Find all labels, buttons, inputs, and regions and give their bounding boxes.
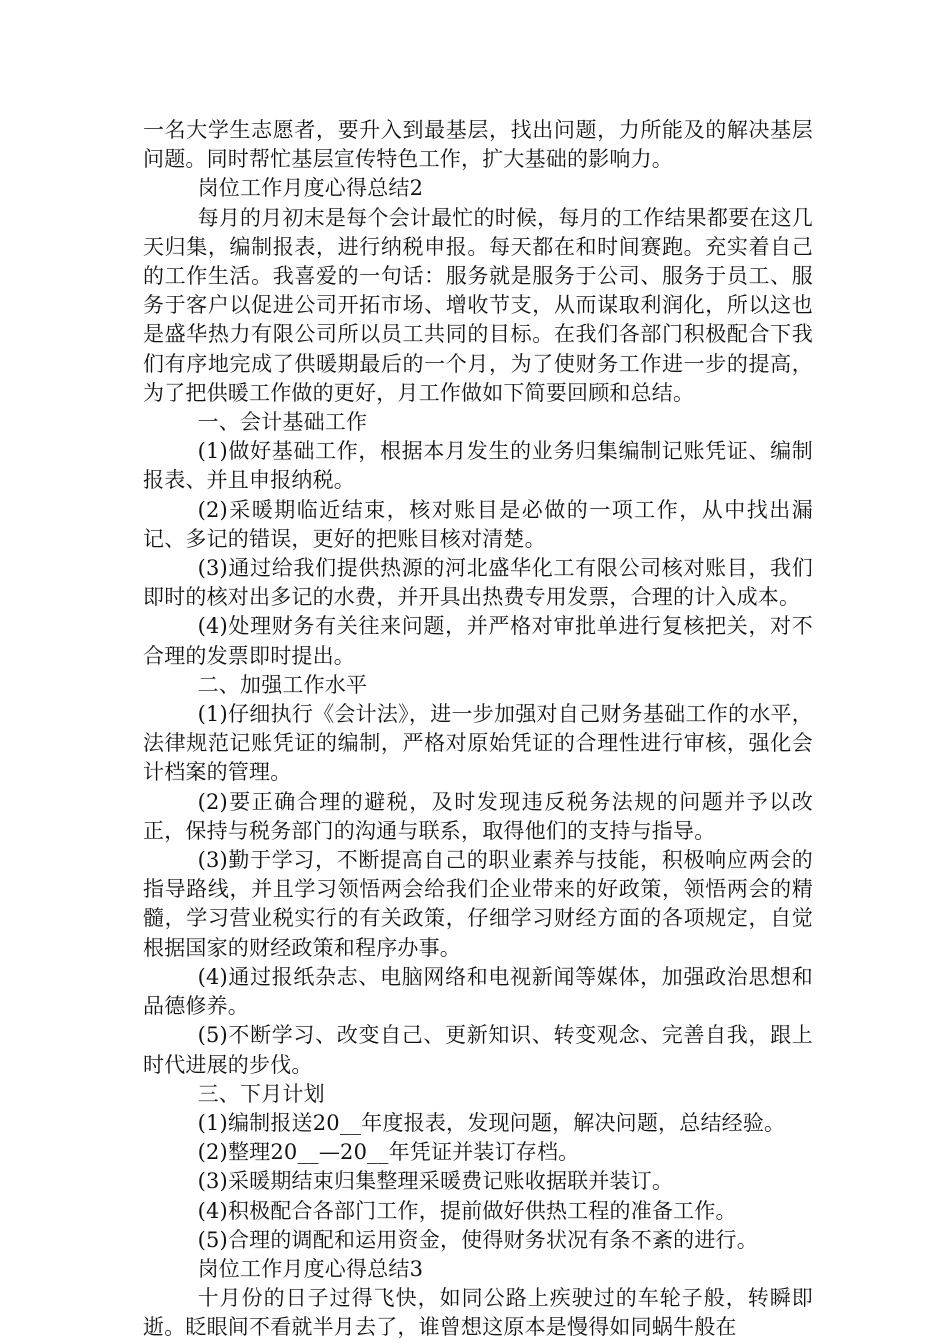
paragraph: 岗位工作月度心得总结3 bbox=[197, 1256, 424, 1281]
paragraph: (4)处理财务有关往来问题，并严格对审批单进行复核把关，对不合理的发票即时提出。 bbox=[143, 614, 813, 668]
paragraph: 每月的月初末是每个会计最忙的时候，每月的工作结果都要在这几天归集，编制报表，进行纳税申报。每天都在和时间赛跑。充实着自己的工作生活。我喜爱的一句话：服务就是服务于公司、服务于员工、服务于客户以促进公司开拓市场、增收节支，从而谋取利润化，所以这也是盛华热力有限公司所以员工共同的目标。在我们各部门积极配合下我们有序地完成了供暖期最后的一个月，为了使财务工作进一步的提高，为了把供暖工作做的更好，月工作做如下简要回顾和总结。 bbox=[143, 205, 813, 405]
paragraph: 三、下月计划 bbox=[197, 1081, 325, 1106]
paragraph: (4)通过报纸杂志、电脑网络和电视新闻等媒体，加强政治思想和品德修养。 bbox=[143, 964, 813, 1019]
paragraph: 十月份的日子过得飞快，如同公路上疾驶过的车轮子般，转瞬即逝。眨眼间不看就半月去了，谁曾想这原本是慢得如同蜗牛般在 bbox=[143, 1286, 813, 1340]
document-page bbox=[143, 116, 813, 1343]
paragraph: (3)采暖期结束归集整理采暖费记账收据联并装订。 bbox=[197, 1169, 674, 1194]
paragraph: 二、加强工作水平 bbox=[197, 672, 368, 697]
paragraph: (1)仔细执行《会计法》，进一步加强对自己财务基础工作的水平，法律规范记账凭证的编制，严格对原始凭证的合理性进行审核，强化会计档案的管理。 bbox=[143, 702, 813, 785]
paragraph: 一名大学生志愿者，要升入到最基层，找出问题，力所能及的解决基层问题。同时帮忙基层宣传特色工作，扩大基础的影响力。 bbox=[143, 118, 813, 172]
paragraph: (2)采暖期临近结束，核对账目是必做的一项工作，从中找出漏记、多记的错误，更好的把账目核对清楚。 bbox=[143, 497, 813, 551]
paragraph: (5)不断学习、改变自己、更新知识、转变观念、完善自我，跟上时代进展的步伐。 bbox=[143, 1023, 813, 1077]
paragraph: 岗位工作月度心得总结2 bbox=[197, 176, 424, 201]
paragraph: (5)合理的调配和运用资金，使得财务状况有条不紊的进行。 bbox=[197, 1227, 758, 1252]
paragraph: 一、会计基础工作 bbox=[197, 410, 368, 435]
paragraph: (2)要正确合理的避税，及时发现违反税务法规的问题并予以改正，保持与税务部门的沟通与联系，取得他们的支持与指导。 bbox=[143, 789, 813, 843]
paragraph: (3)通过给我们提供热源的河北盛华化工有限公司核对账目，我们即时的核对出多记的水费，并开具出热费专用发票，合理的计入成本。 bbox=[143, 556, 813, 610]
paragraph: (2)整理20__—20__年凭证并装订存档。 bbox=[197, 1140, 580, 1165]
paragraph: (1)编制报送20__年度报表，发现问题，解决问题，总结经验。 bbox=[197, 1110, 786, 1135]
paragraph: (3)勤于学习，不断提高自己的职业素养与技能，积极响应两会的指导路线，并且学习领悟两会给我们企业带来的好政策，领悟两会的精髓，学习营业税实行的有关政策，仔细学习财经方面的各项规定，自觉根据国家的财经政策和程序办事。 bbox=[143, 848, 813, 960]
paragraph: (1)做好基础工作，根据本月发生的业务归集编制记账凭证、编制报表、并且申报纳税。 bbox=[143, 439, 813, 493]
paragraph: (4)积极配合各部门工作，提前做好供热工程的准备工作。 bbox=[197, 1198, 737, 1223]
